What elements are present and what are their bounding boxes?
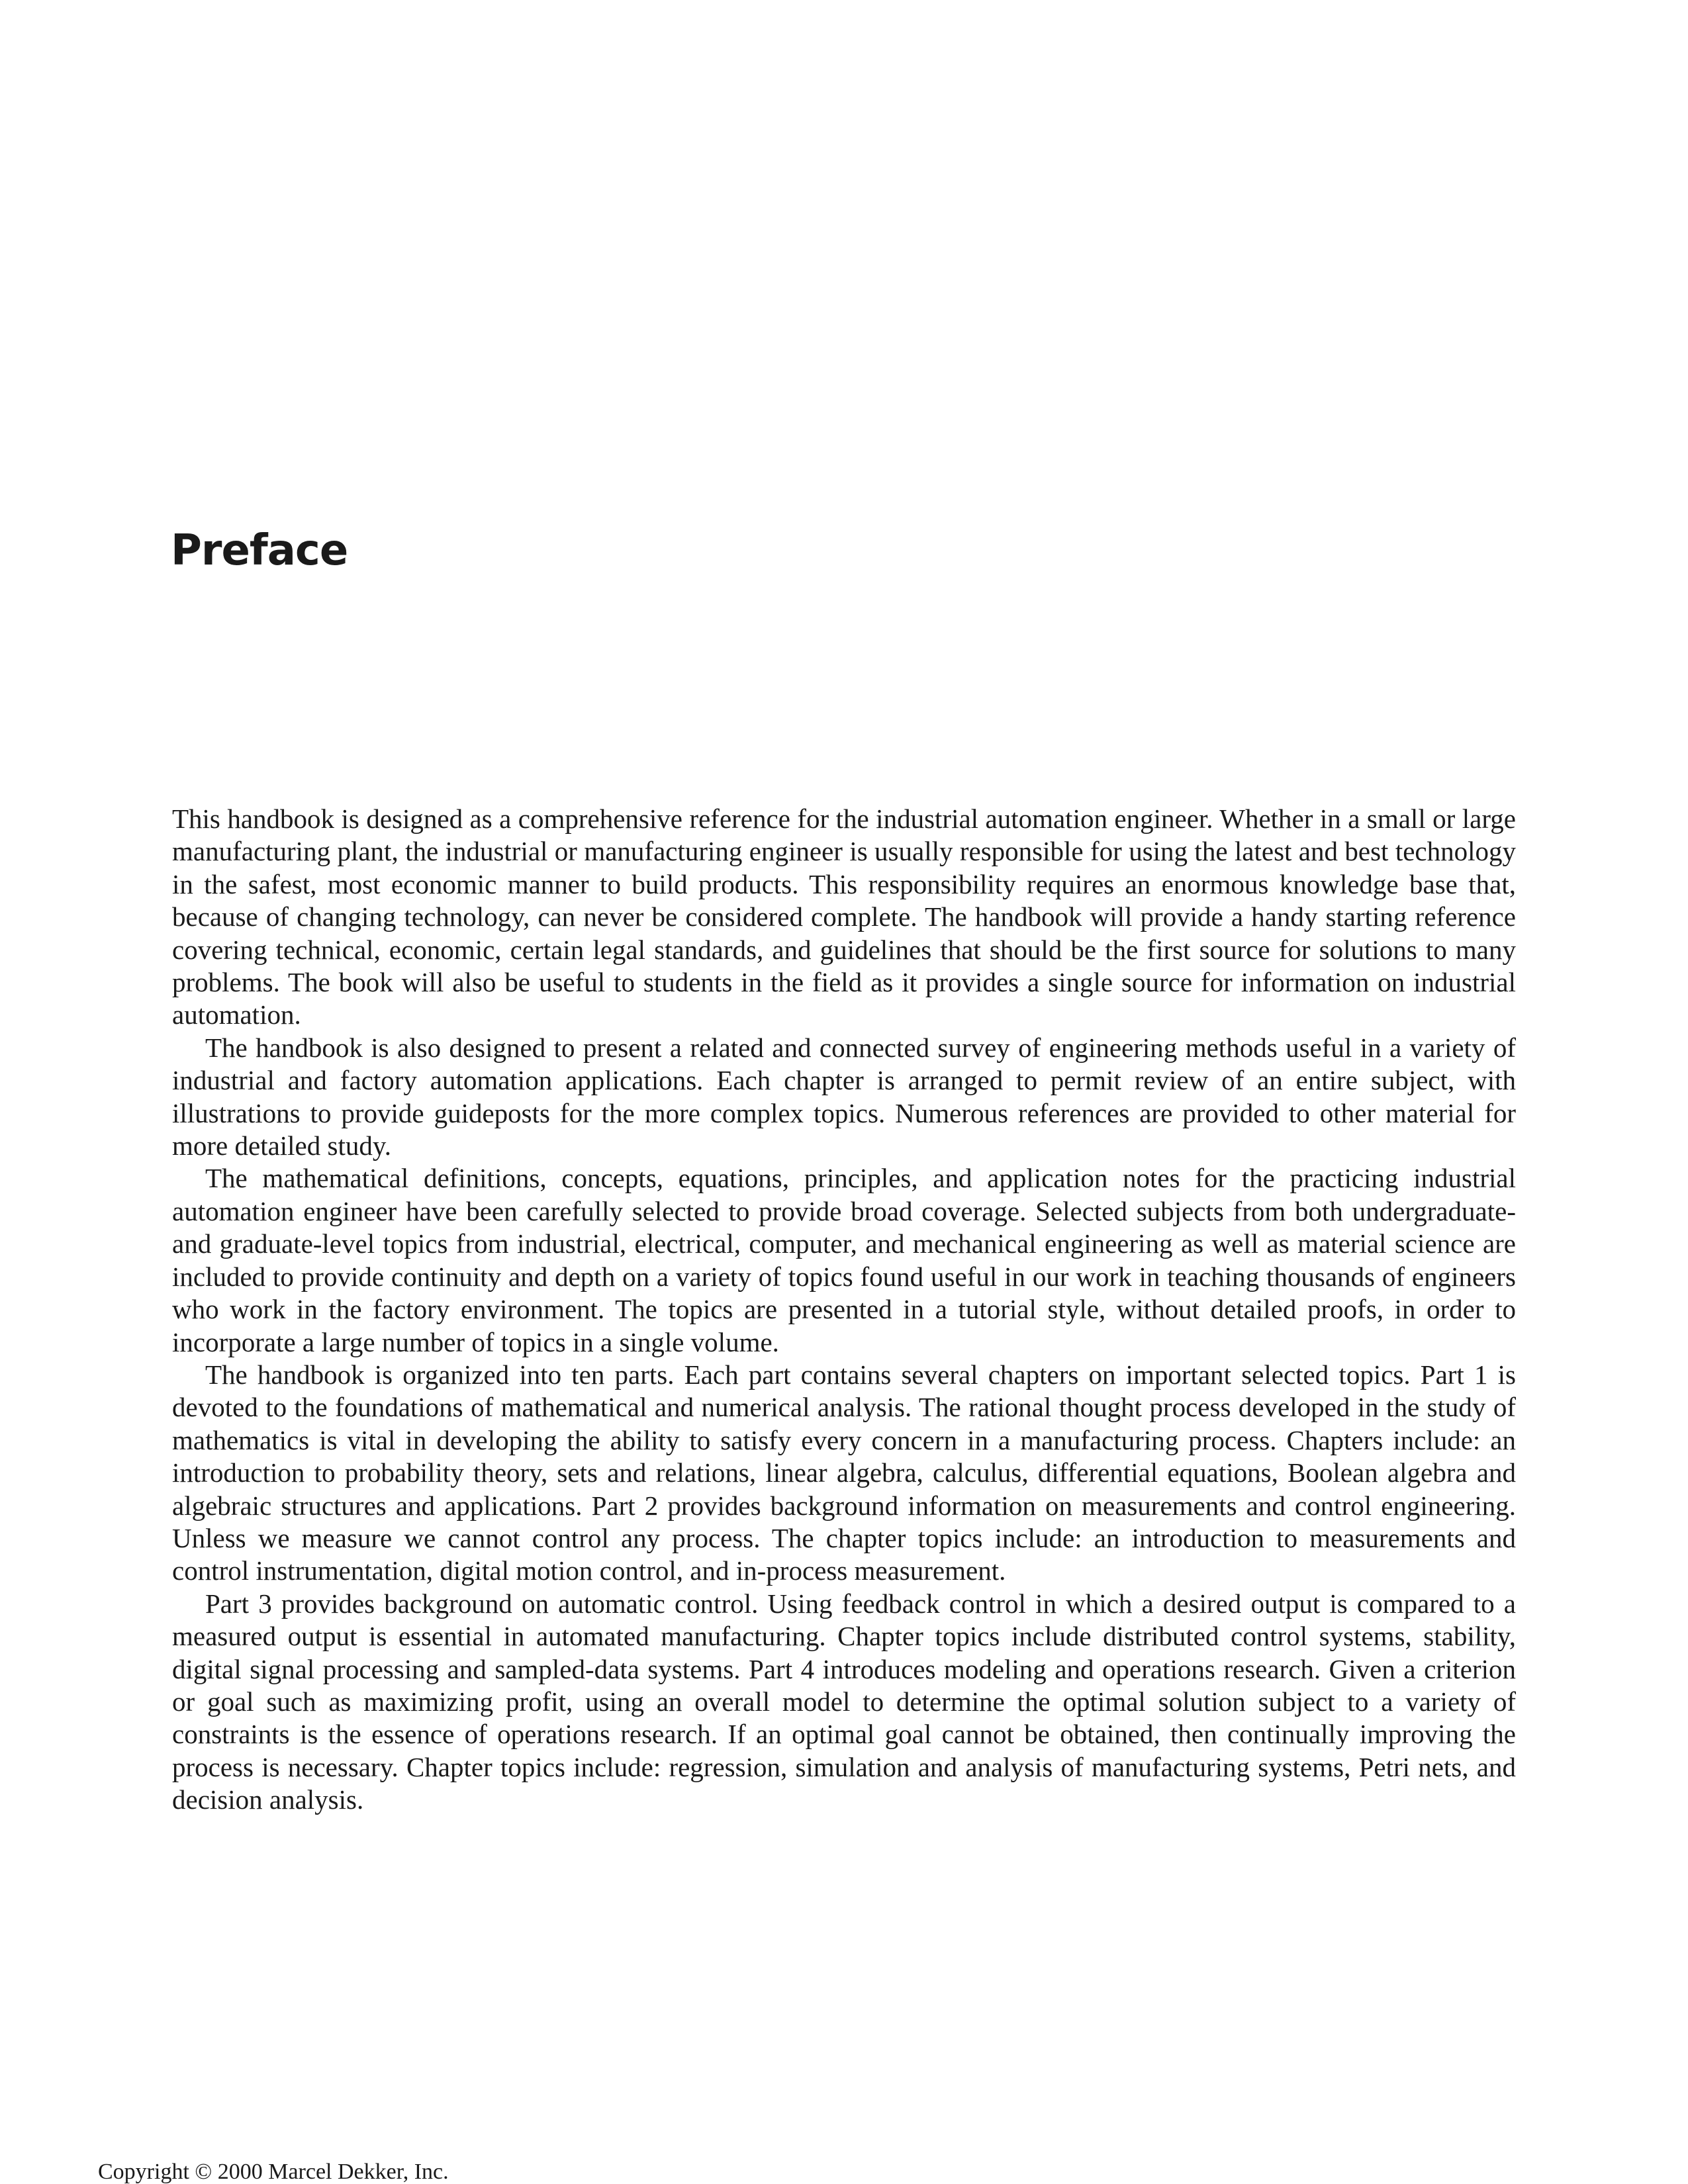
preface-body <box>172 803 1516 1817</box>
paragraph-2: The handbook is also designed to present a related and connected survey of engineering methods useful in a variety of industrial and factory automation applications. Each chapter is arranged to permit review of an entire subject, with illustrations to provide guideposts for the more complex topics. Numerous references are provided to other material for more detailed study. <box>172 1032 1516 1161</box>
paragraph-3: The mathematical definitions, concepts, equations, principles, and application notes for the practicing industrial automation engineer have been carefully selected to provide broad coverage. Selected subjects from both undergraduate- and graduate-level topics from industrial, electrical, computer, and mechanical engineering as well as material science are included to provide continuity and depth on a variety of topics found useful in our work in teaching thousands of engineers who work in the factory environment. The topics are presented in a tutorial style, without detailed proofs, in order to incorporate a large number of topics in a single volume. <box>172 1163 1516 1357</box>
paragraph-4: The handbook is organized into ten parts. Each part contains several chapters on important selected topics. Part 1 is devoted to the foundations of mathematical and numerical analysis. The rational thought process developed in the study of mathematics is vital in developing the ability to satisfy every concern in a manufacturing process. Chapters include: an introduction to probability theory, sets and relations, linear algebra, calculus, differential equations, Boolean algebra and algebraic structures and applications. Part 2 provides background information on measurements and control engineering. Unless we measure we cannot control any process. The chapter topics include: an introduction to measurements and control instrumentation, digital motion control, and in-process measurement. <box>172 1359 1516 1586</box>
copyright-footer: Copyright © 2000 Marcel Dekker, Inc. <box>98 2160 449 2184</box>
paragraph-5: Part 3 provides background on automatic control. Using feedback control in which a desired output is compared to a measured output is essential in automated manufacturing. Chapter topics include distributed control systems, stability, digital signal processing and sampled-data systems. Part 4 introduces modeling and operations research. Given a criterion or goal such as maximizing profit, using an overall model to determine the optimal solution subject to a variety of constraints is the essence of operations research. If an optimal goal cannot be obtained, then continually improving the process is necessary. Chapter topics include: regression, simulation and analysis of manufacturing systems, Petri nets, and decision analysis. <box>172 1588 1516 1815</box>
page-title: Preface <box>171 526 348 575</box>
paragraph-1: This handbook is designed as a comprehensive reference for the industrial automation engineer. Whether in a small or large manufacturing plant, the industrial or manufacturing engineer is usually responsible for using the latest and best technology in the safest, most economic manner to build products. This responsibility requires an enormous knowledge base that, because of changing technology, can never be considered complete. The handbook will provide a handy starting reference covering technical, economic, certain legal standards, and guidelines that should be the first source for solutions to many problems. The book will also be useful to students in the field as it provides a single source for information on industrial automation. <box>172 803 1516 1030</box>
